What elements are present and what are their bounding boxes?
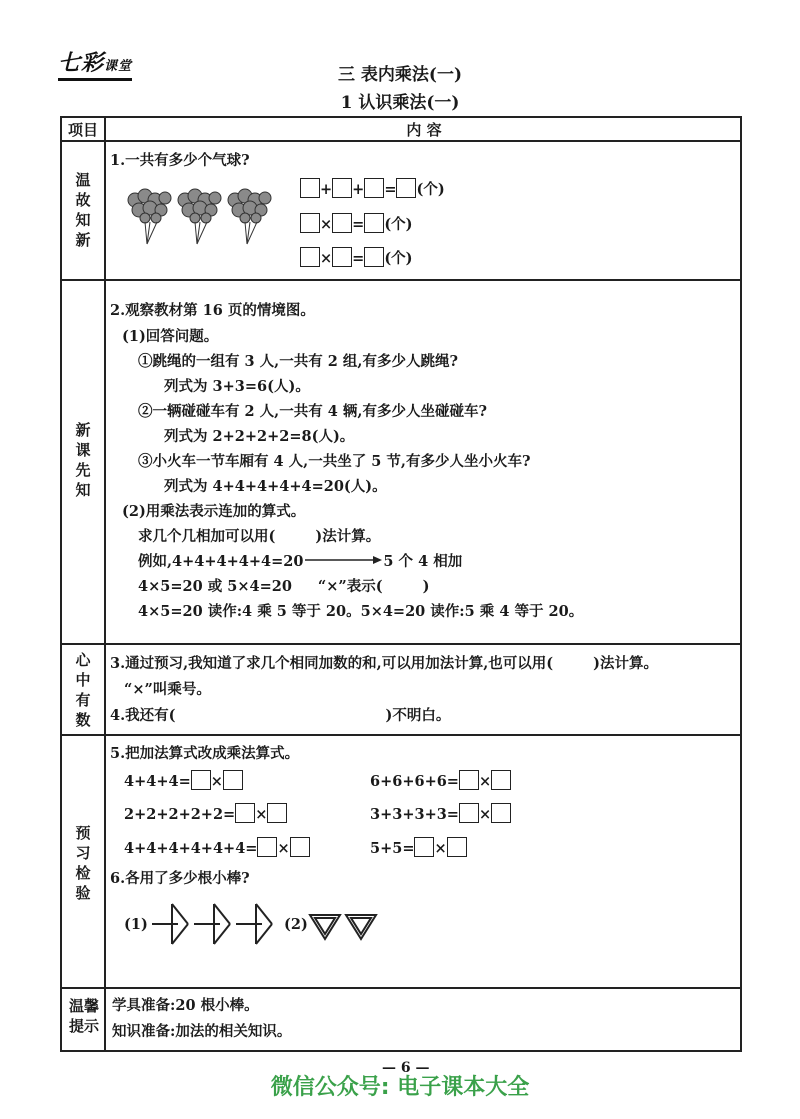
equation-multiply-2: × = (个) <box>300 247 413 269</box>
logo: 七彩课堂 <box>58 46 132 81</box>
question-5: 5.把加法算式改成乘法算式。 <box>110 745 300 762</box>
sub-1-label: (1) <box>124 916 148 933</box>
exercise-1: 4+4+4= × <box>124 770 243 792</box>
equation-multiply-1: × = (个) <box>300 213 413 235</box>
question-6: 6.各用了多少根小棒? <box>110 870 250 887</box>
question-3: 3.通过预习,我知道了求几个相同加数的和,可以用加法计算,也可以用( )法计算。 <box>110 655 659 672</box>
exercise-6: 5+5= × <box>370 837 467 859</box>
arrow-icon <box>303 554 383 566</box>
answer-box[interactable] <box>459 803 479 823</box>
tip-tools: 学具准备:20 根小棒。 <box>112 997 259 1014</box>
question-1: 1.一共有多少个气球? <box>110 152 250 169</box>
question-2: 2.观察教材第 16 页的情境图。 <box>110 302 315 319</box>
row-divider <box>60 643 742 645</box>
row-divider <box>60 734 742 736</box>
sub-2-label: (2) <box>284 916 308 933</box>
row-divider <box>60 140 742 142</box>
answer-box[interactable] <box>414 837 434 857</box>
row-divider <box>60 987 742 989</box>
label-mind: 心中有数 <box>75 651 91 729</box>
example-line: 例如,4+4+4+4+4=20 5 个 4 相加 <box>138 553 463 570</box>
question-2-1: ①跳绳的一组有 3 人,一共有 2 组,有多少人跳绳? <box>138 353 458 370</box>
answer-box[interactable] <box>223 770 243 790</box>
answer-box[interactable] <box>300 178 320 198</box>
watermark: 微信公众号: 电子课本大全 <box>270 1075 530 1100</box>
tip-knowledge: 知识准备:加法的相关知识。 <box>112 1023 292 1040</box>
label-check: 预习检验 <box>75 824 91 902</box>
column-divider <box>104 116 106 1052</box>
answer-box[interactable] <box>491 803 511 823</box>
exercise-2: 6+6+6+6= × <box>370 770 511 792</box>
page-number: — 6 — <box>382 1060 430 1076</box>
exercise-5: 4+4+4+4+4+4= × <box>124 837 310 859</box>
answer-box[interactable] <box>332 178 352 198</box>
fill-in-method: 求几个几相加可以用( )法计算。 <box>138 528 381 545</box>
answer-box[interactable] <box>459 770 479 790</box>
formula-2-2: 列式为 2+2+2+2=8(人)。 <box>164 428 355 445</box>
answer-box[interactable] <box>267 803 287 823</box>
stick-triangles-illustration <box>308 912 380 942</box>
reading-rule: 4×5=20 读作:4 乘 5 等于 20。5×4=20 读作:5 乘 4 等于 20。 <box>138 603 584 620</box>
stick-arrows-illustration <box>150 900 280 948</box>
answer-box[interactable] <box>290 837 310 857</box>
header-item: 项目 <box>67 121 98 139</box>
times-sign-meaning: 4×5=20 或 5×4=20 “×”表示( ) <box>138 578 430 595</box>
lesson-title: 1 认识乘法(一) <box>340 93 460 113</box>
chapter-title: 三 表内乘法(一) <box>337 65 462 85</box>
answer-box[interactable] <box>332 213 352 233</box>
answer-box[interactable] <box>191 770 211 790</box>
label-review: 温故知新 <box>75 171 91 249</box>
exercise-3: 2+2+2+2+2= × <box>124 803 287 825</box>
answer-box[interactable] <box>300 213 320 233</box>
label-tip: 温馨提示 <box>68 997 99 1035</box>
formula-2-3: 列式为 4+4+4+4+4=20(人)。 <box>164 478 387 495</box>
multiply-sign-name: “×”叫乘号。 <box>124 681 211 698</box>
answer-box[interactable] <box>235 803 255 823</box>
question-2-3: ③小火车一节车厢有 4 人,一共坐了 5 节,有多少人坐小火车? <box>138 453 531 470</box>
answer-box[interactable] <box>364 178 384 198</box>
question-2-2: ②一辆碰碰车有 2 人,一共有 4 辆,有多少人坐碰碰车? <box>138 403 487 420</box>
answer-box[interactable] <box>364 213 384 233</box>
answer-box[interactable] <box>447 837 467 857</box>
part-2: (2)用乘法表示连加的算式。 <box>122 503 306 520</box>
answer-box[interactable] <box>364 247 384 267</box>
formula-2-1: 列式为 3+3=6(人)。 <box>164 378 310 395</box>
label-new: 新课先知 <box>75 421 91 499</box>
question-4: 4.我还有( )不明白。 <box>110 707 451 724</box>
answer-box[interactable] <box>257 837 277 857</box>
balloon-illustration <box>125 188 275 252</box>
answer-box[interactable] <box>300 247 320 267</box>
exercise-4: 3+3+3+3= × <box>370 803 511 825</box>
equation-addition: + + = (个) <box>300 178 445 200</box>
answer-box[interactable] <box>396 178 416 198</box>
answer-box[interactable] <box>332 247 352 267</box>
part-1: (1)回答问题。 <box>122 328 219 345</box>
row-divider <box>60 279 742 281</box>
header-content: 内 容 <box>406 121 442 139</box>
answer-box[interactable] <box>491 770 511 790</box>
